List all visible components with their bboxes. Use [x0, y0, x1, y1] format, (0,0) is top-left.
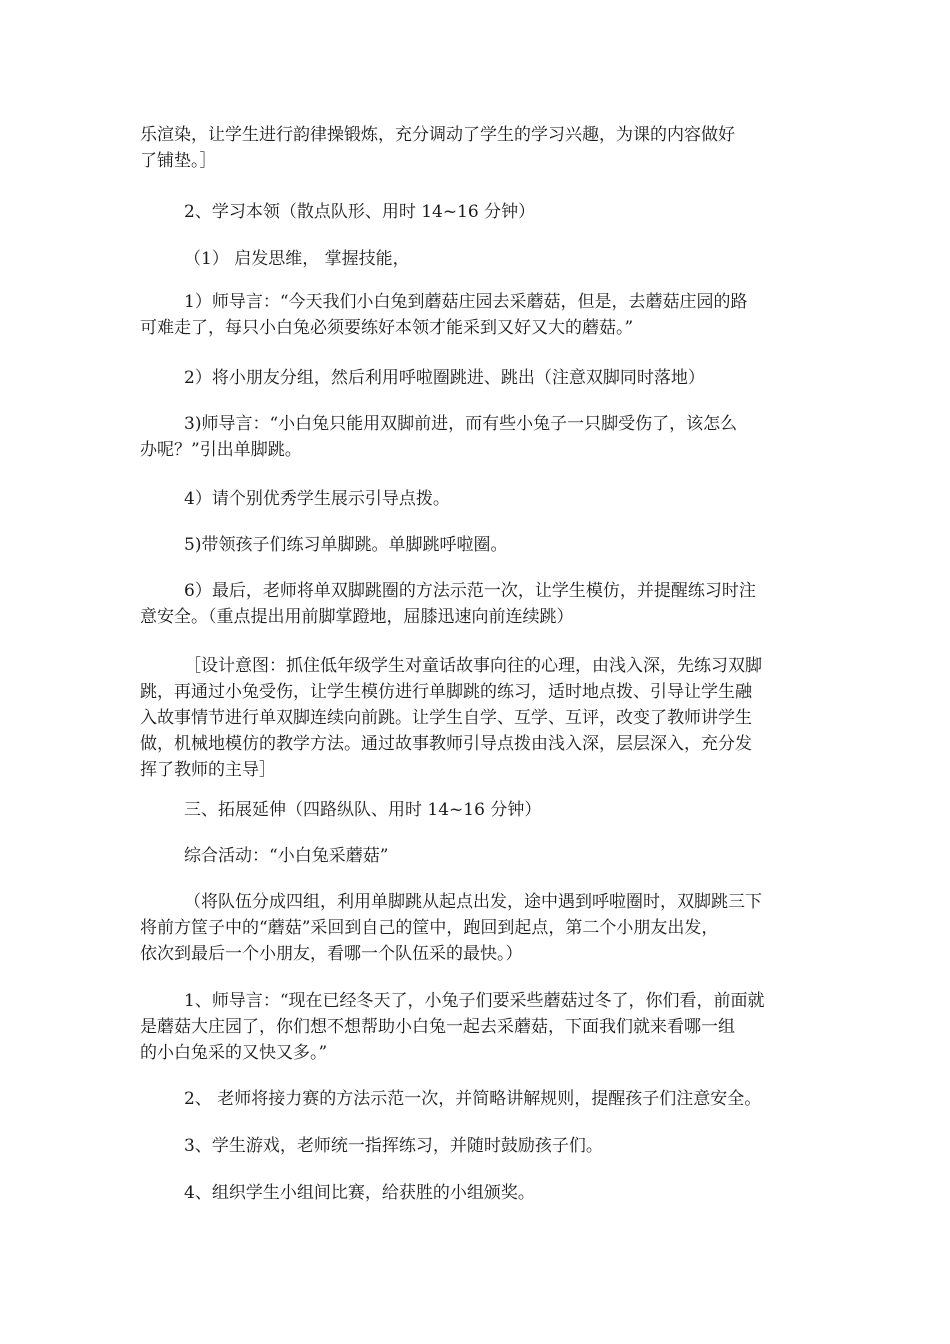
- text-line: 依次到最后一个小朋友，看哪一个队伍采的最快。）: [140, 944, 523, 964]
- text-line: 5)带领孩子们练习单脚跳。单脚跳呼啦圈。: [184, 535, 508, 555]
- text-line: 2、 老师将接力赛的方法示范一次，并简略讲解规则，提醒孩子们注意安全。: [184, 1089, 762, 1109]
- paragraph-teacher-guide: [140, 988, 854, 1066]
- paragraph-design-note-end: [140, 122, 810, 174]
- text-line: 乐渲染，让学生进行韵律操锻炼，充分调动了学生的学习兴趣，为课的内容做好: [140, 125, 735, 145]
- text-line: 3)师导言：“小白兔只能用双脚前进，而有些小兔子一只脚受伤了，该怎么: [184, 414, 738, 434]
- paragraph-step-6: [140, 578, 854, 630]
- text-line: 4、组织学生小组间比赛，给获胜的小组颁奖。: [184, 1183, 535, 1203]
- text-line: （1） 启发思维， 掌握技能，: [184, 249, 410, 269]
- text-line: 三、拓展延伸（四路纵队、用时 14~16 分钟）: [184, 800, 542, 820]
- text-line: 1）师导言：“今天我们小白兔到蘑菇庄园去采蘑菇，但是，去蘑菇庄园的路: [184, 292, 748, 312]
- text-line: 将前方筐子中的“蘑菇”采回到自己的筐中，跑回到起点，第二个小朋友出发，: [140, 918, 719, 938]
- text-line: （将队伍分成四组，利用单脚跳从起点出发，途中遇到呼啦圈时，双脚跳三下: [184, 892, 762, 912]
- activity-title: [140, 843, 854, 869]
- text-line: 1、师导言：“现在已经冬天了，小兔子们要采些蘑菇过冬了，你们看，前面就: [184, 991, 765, 1011]
- text-line: 2、学习本领（散点队形、用时 14~16 分钟）: [184, 202, 536, 222]
- paragraph-activity-rules: [140, 889, 854, 967]
- section-heading-extension: [140, 797, 854, 823]
- text-line: 的小白兔采的又快又多。”: [140, 1043, 328, 1063]
- section-heading-learn-skills: [140, 199, 854, 225]
- paragraph-relay-demo: [140, 1086, 854, 1112]
- text-line: 6）最后，老师将单双脚跳圈的方法示范一次，让学生模仿，并提醒练习时注: [184, 581, 756, 601]
- text-line: 综合活动：“小白兔采蘑菇”: [184, 846, 389, 866]
- text-line: 3、学生游戏，老师统一指挥练习，并随时鼓励孩子们。: [184, 1136, 603, 1156]
- subsection-heading: [140, 246, 854, 272]
- text-line: 入故事情节进行单双脚连续向前跳。让学生自学、互学、互评，改变了教师讲学生: [140, 708, 752, 728]
- paragraph-competition: [140, 1180, 854, 1206]
- paragraph-step-1: [140, 289, 854, 341]
- text-line: 可难走了，每只小白兔必须要练好本领才能采到又好又大的蘑菇。”: [140, 318, 634, 338]
- text-line: 做，机械地模仿的教学方法。通过故事教师引导点拨由浅入深，层层深入，充分发: [140, 734, 752, 754]
- text-line: ［设计意图：抓住低年级学生对童话故事向往的心理，由浅入深，先练习双脚: [184, 656, 762, 676]
- text-line: 是蘑菇大庄园了，你们想不想帮助小白兔一起去采蘑菇，下面我们就来看哪一组: [140, 1017, 735, 1037]
- paragraph-step-2: [140, 365, 854, 391]
- paragraph-student-game: [140, 1133, 854, 1159]
- text-line: 意安全。（重点提出用前脚掌蹬地，屈膝迅速向前连续跳）: [140, 607, 574, 627]
- paragraph-step-5: [140, 532, 854, 558]
- text-line: 了铺垫。］: [140, 151, 217, 171]
- text-line: 跳，再通过小兔受伤，让学生模仿进行单脚跳的练习，适时地点拨、引导让学生融: [140, 682, 752, 702]
- text-line: 4）请个别优秀学生展示引导点拨。: [184, 489, 450, 509]
- paragraph-design-intent: [140, 653, 854, 783]
- paragraph-step-4: [140, 486, 854, 512]
- paragraph-step-3: [140, 411, 854, 463]
- text-line: 挥了教师的主导］: [140, 760, 276, 780]
- text-line: 办呢？”引出单脚跳。: [140, 440, 302, 460]
- text-line: 2）将小朋友分组，然后利用呼啦圈跳进、跳出（注意双脚同时落地）: [184, 368, 705, 388]
